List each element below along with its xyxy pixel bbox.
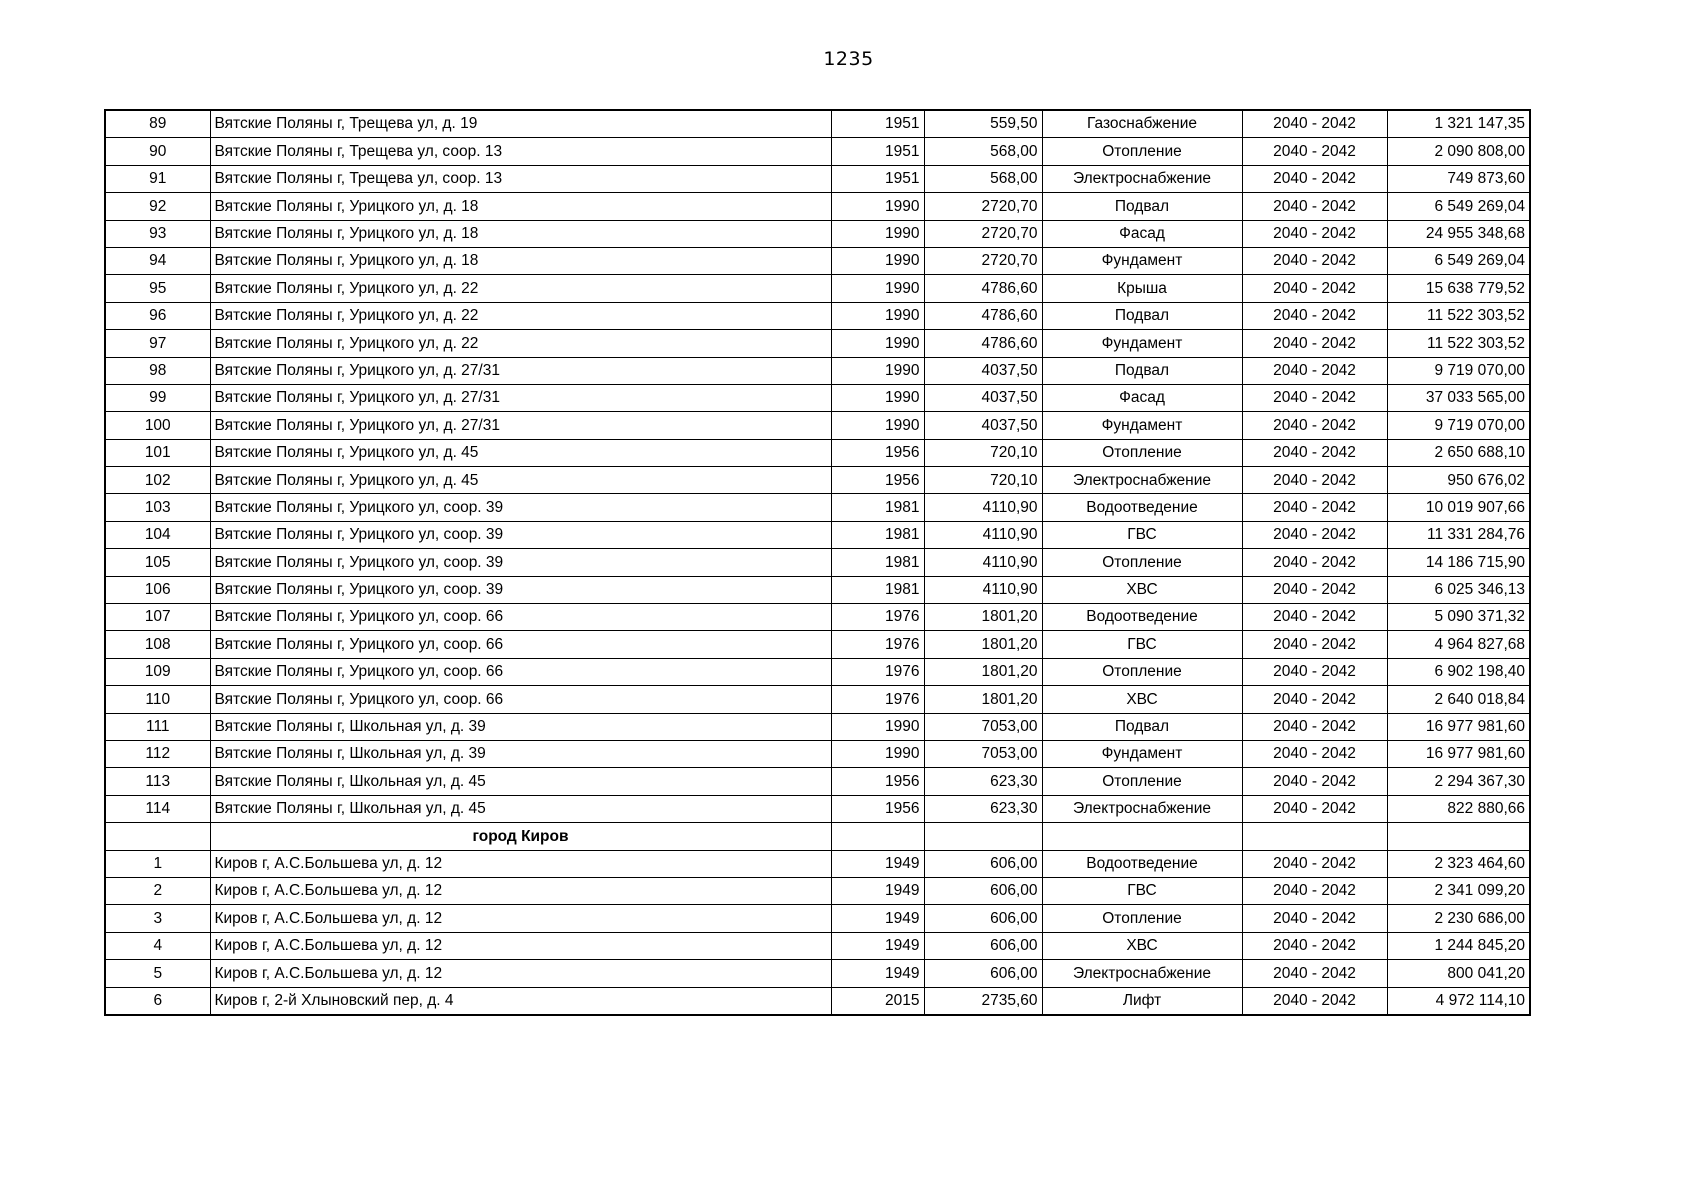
year-built-cell: 1949 <box>831 960 924 987</box>
row-number-cell: 90 <box>105 138 210 165</box>
work-type-cell: Электроснабжение <box>1042 467 1242 494</box>
cost-cell <box>1387 823 1530 850</box>
period-cell: 2040 - 2042 <box>1242 549 1387 576</box>
year-built-cell: 1981 <box>831 494 924 521</box>
table-row <box>105 713 1530 740</box>
row-number-cell: 99 <box>105 384 210 411</box>
address-cell: Вятские Поляны г, Урицкого ул, д. 27/31 <box>210 412 831 439</box>
address-cell: Вятские Поляны г, Урицкого ул, соор. 39 <box>210 521 831 548</box>
period-cell: 2040 - 2042 <box>1242 494 1387 521</box>
period-cell: 2040 - 2042 <box>1242 138 1387 165</box>
period-cell: 2040 - 2042 <box>1242 357 1387 384</box>
area-cell: 4037,50 <box>924 357 1042 384</box>
address-cell: Вятские Поляны г, Урицкого ул, д. 22 <box>210 302 831 329</box>
period-cell: 2040 - 2042 <box>1242 165 1387 192</box>
cost-cell: 2 650 688,10 <box>1387 439 1530 466</box>
address-cell: Вятские Поляны г, Трещева ул, соор. 13 <box>210 165 831 192</box>
area-cell: 2735,60 <box>924 987 1042 1015</box>
row-number-cell: 5 <box>105 960 210 987</box>
work-type-cell: ГВС <box>1042 877 1242 904</box>
row-number-cell: 106 <box>105 576 210 603</box>
period-cell: 2040 - 2042 <box>1242 850 1387 877</box>
work-type-cell: ХВС <box>1042 576 1242 603</box>
row-number-cell: 101 <box>105 439 210 466</box>
cost-cell: 10 019 907,66 <box>1387 494 1530 521</box>
year-built-cell: 1976 <box>831 686 924 713</box>
cost-cell: 2 341 099,20 <box>1387 877 1530 904</box>
address-cell: Вятские Поляны г, Урицкого ул, д. 27/31 <box>210 357 831 384</box>
cost-cell: 11 522 303,52 <box>1387 330 1530 357</box>
area-cell: 1801,20 <box>924 658 1042 685</box>
year-built-cell: 1951 <box>831 110 924 138</box>
table-row <box>105 357 1530 384</box>
row-number-cell: 102 <box>105 467 210 494</box>
area-cell: 568,00 <box>924 165 1042 192</box>
row-number-cell: 93 <box>105 220 210 247</box>
row-number-cell <box>105 823 210 850</box>
year-built-cell: 1976 <box>831 658 924 685</box>
address-cell: Вятские Поляны г, Урицкого ул, д. 18 <box>210 193 831 220</box>
period-cell: 2040 - 2042 <box>1242 384 1387 411</box>
section-header-row <box>105 823 1530 850</box>
period-cell: 2040 - 2042 <box>1242 795 1387 822</box>
work-type-cell: Фундамент <box>1042 412 1242 439</box>
work-type-cell: Отопление <box>1042 439 1242 466</box>
cost-cell: 6 549 269,04 <box>1387 247 1530 274</box>
cost-cell: 6 025 346,13 <box>1387 576 1530 603</box>
year-built-cell: 1949 <box>831 877 924 904</box>
table-row <box>105 302 1530 329</box>
work-type-cell: Фундамент <box>1042 330 1242 357</box>
cost-cell: 11 331 284,76 <box>1387 521 1530 548</box>
row-number-cell: 97 <box>105 330 210 357</box>
period-cell: 2040 - 2042 <box>1242 439 1387 466</box>
period-cell: 2040 - 2042 <box>1242 686 1387 713</box>
cost-cell: 15 638 779,52 <box>1387 275 1530 302</box>
period-cell: 2040 - 2042 <box>1242 877 1387 904</box>
cost-cell: 950 676,02 <box>1387 467 1530 494</box>
table-row <box>105 275 1530 302</box>
cost-cell: 2 640 018,84 <box>1387 686 1530 713</box>
work-type-cell: Газоснабжение <box>1042 110 1242 138</box>
address-cell: Вятские Поляны г, Трещева ул, соор. 13 <box>210 138 831 165</box>
year-built-cell: 1949 <box>831 905 924 932</box>
address-cell: Вятские Поляны г, Урицкого ул, д. 45 <box>210 467 831 494</box>
period-cell: 2040 - 2042 <box>1242 193 1387 220</box>
row-number-cell: 95 <box>105 275 210 302</box>
period-cell: 2040 - 2042 <box>1242 658 1387 685</box>
year-built-cell: 1990 <box>831 412 924 439</box>
address-cell: Киров г, А.С.Большева ул, д. 12 <box>210 850 831 877</box>
address-cell: Киров г, 2-й Хлыновский пер, д. 4 <box>210 987 831 1015</box>
year-built-cell: 1956 <box>831 795 924 822</box>
work-type-cell: Фасад <box>1042 384 1242 411</box>
row-number-cell: 109 <box>105 658 210 685</box>
period-cell: 2040 - 2042 <box>1242 220 1387 247</box>
work-type-cell: Водоотведение <box>1042 850 1242 877</box>
row-number-cell: 91 <box>105 165 210 192</box>
row-number-cell: 113 <box>105 768 210 795</box>
work-type-cell: Подвал <box>1042 357 1242 384</box>
row-number-cell: 96 <box>105 302 210 329</box>
year-built-cell: 1949 <box>831 932 924 959</box>
address-cell: Вятские Поляны г, Школьная ул, д. 45 <box>210 768 831 795</box>
year-built-cell: 1951 <box>831 138 924 165</box>
area-cell: 2720,70 <box>924 193 1042 220</box>
cost-cell: 822 880,66 <box>1387 795 1530 822</box>
address-cell: Киров г, А.С.Большева ул, д. 12 <box>210 905 831 932</box>
table-row <box>105 576 1530 603</box>
area-cell: 4110,90 <box>924 576 1042 603</box>
table-row <box>105 877 1530 904</box>
year-built-cell: 2015 <box>831 987 924 1015</box>
area-cell: 4110,90 <box>924 494 1042 521</box>
address-cell: Вятские Поляны г, Урицкого ул, соор. 66 <box>210 631 831 658</box>
year-built-cell: 1949 <box>831 850 924 877</box>
table-row <box>105 193 1530 220</box>
year-built-cell: 1990 <box>831 247 924 274</box>
row-number-cell: 111 <box>105 713 210 740</box>
row-number-cell: 94 <box>105 247 210 274</box>
area-cell: 4110,90 <box>924 521 1042 548</box>
section-title-cell: город Киров <box>210 823 831 850</box>
area-cell: 1801,20 <box>924 686 1042 713</box>
area-cell: 4786,60 <box>924 275 1042 302</box>
work-type-cell: Фасад <box>1042 220 1242 247</box>
period-cell: 2040 - 2042 <box>1242 247 1387 274</box>
table-row <box>105 658 1530 685</box>
address-cell: Вятские Поляны г, Урицкого ул, соор. 39 <box>210 576 831 603</box>
area-cell: 4110,90 <box>924 549 1042 576</box>
area-cell: 606,00 <box>924 850 1042 877</box>
area-cell: 606,00 <box>924 960 1042 987</box>
cost-cell: 2 294 367,30 <box>1387 768 1530 795</box>
area-cell: 606,00 <box>924 877 1042 904</box>
year-built-cell: 1990 <box>831 713 924 740</box>
period-cell: 2040 - 2042 <box>1242 604 1387 631</box>
row-number-cell: 112 <box>105 740 210 767</box>
year-built-cell: 1990 <box>831 193 924 220</box>
area-cell: 2720,70 <box>924 247 1042 274</box>
row-number-cell: 105 <box>105 549 210 576</box>
work-type-cell: Электроснабжение <box>1042 795 1242 822</box>
table-row <box>105 960 1530 987</box>
table-row <box>105 604 1530 631</box>
row-number-cell: 103 <box>105 494 210 521</box>
year-built-cell: 1990 <box>831 302 924 329</box>
repair-registry-table <box>104 109 1531 1016</box>
table-row <box>105 686 1530 713</box>
work-type-cell: Подвал <box>1042 193 1242 220</box>
period-cell: 2040 - 2042 <box>1242 768 1387 795</box>
address-cell: Вятские Поляны г, Урицкого ул, соор. 39 <box>210 494 831 521</box>
cost-cell: 2 230 686,00 <box>1387 905 1530 932</box>
cost-cell: 16 977 981,60 <box>1387 740 1530 767</box>
work-type-cell: Отопление <box>1042 768 1242 795</box>
period-cell: 2040 - 2042 <box>1242 521 1387 548</box>
address-cell: Киров г, А.С.Большева ул, д. 12 <box>210 877 831 904</box>
area-cell <box>924 823 1042 850</box>
table-row <box>105 768 1530 795</box>
year-built-cell <box>831 823 924 850</box>
address-cell: Вятские Поляны г, Трещева ул, д. 19 <box>210 110 831 138</box>
table-row <box>105 521 1530 548</box>
area-cell: 606,00 <box>924 932 1042 959</box>
period-cell <box>1242 823 1387 850</box>
cost-cell: 6 902 198,40 <box>1387 658 1530 685</box>
address-cell: Вятские Поляны г, Урицкого ул, д. 18 <box>210 247 831 274</box>
page-number: 1235 <box>823 48 874 70</box>
address-cell: Вятские Поляны г, Урицкого ул, соор. 66 <box>210 658 831 685</box>
work-type-cell: ХВС <box>1042 932 1242 959</box>
year-built-cell: 1990 <box>831 275 924 302</box>
row-number-cell: 3 <box>105 905 210 932</box>
period-cell: 2040 - 2042 <box>1242 576 1387 603</box>
work-type-cell: ГВС <box>1042 521 1242 548</box>
address-cell: Вятские Поляны г, Школьная ул, д. 39 <box>210 713 831 740</box>
work-type-cell: Электроснабжение <box>1042 960 1242 987</box>
work-type-cell: Отопление <box>1042 905 1242 932</box>
year-built-cell: 1990 <box>831 220 924 247</box>
cost-cell: 800 041,20 <box>1387 960 1530 987</box>
area-cell: 1801,20 <box>924 604 1042 631</box>
table-row <box>105 987 1530 1015</box>
table-row <box>105 439 1530 466</box>
address-cell: Вятские Поляны г, Школьная ул, д. 39 <box>210 740 831 767</box>
table-row <box>105 549 1530 576</box>
area-cell: 4786,60 <box>924 302 1042 329</box>
address-cell: Вятские Поляны г, Урицкого ул, д. 22 <box>210 275 831 302</box>
work-type-cell: Отопление <box>1042 549 1242 576</box>
period-cell: 2040 - 2042 <box>1242 302 1387 329</box>
table-row <box>105 165 1530 192</box>
period-cell: 2040 - 2042 <box>1242 932 1387 959</box>
table-row <box>105 905 1530 932</box>
address-cell: Вятские Поляны г, Урицкого ул, соор. 66 <box>210 604 831 631</box>
table-row <box>105 110 1530 138</box>
work-type-cell: Водоотведение <box>1042 494 1242 521</box>
table-row <box>105 850 1530 877</box>
area-cell: 720,10 <box>924 467 1042 494</box>
cost-cell: 16 977 981,60 <box>1387 713 1530 740</box>
work-type-cell: Отопление <box>1042 658 1242 685</box>
table-row <box>105 330 1530 357</box>
table-row <box>105 138 1530 165</box>
year-built-cell: 1981 <box>831 521 924 548</box>
work-type-cell: ГВС <box>1042 631 1242 658</box>
table-row <box>105 384 1530 411</box>
table-row <box>105 220 1530 247</box>
cost-cell: 5 090 371,32 <box>1387 604 1530 631</box>
row-number-cell: 100 <box>105 412 210 439</box>
row-number-cell: 89 <box>105 110 210 138</box>
table-row <box>105 247 1530 274</box>
period-cell: 2040 - 2042 <box>1242 412 1387 439</box>
work-type-cell <box>1042 823 1242 850</box>
period-cell: 2040 - 2042 <box>1242 740 1387 767</box>
work-type-cell: ХВС <box>1042 686 1242 713</box>
period-cell: 2040 - 2042 <box>1242 467 1387 494</box>
cost-cell: 11 522 303,52 <box>1387 302 1530 329</box>
period-cell: 2040 - 2042 <box>1242 275 1387 302</box>
cost-cell: 6 549 269,04 <box>1387 193 1530 220</box>
address-cell: Киров г, А.С.Большева ул, д. 12 <box>210 932 831 959</box>
area-cell: 4786,60 <box>924 330 1042 357</box>
period-cell: 2040 - 2042 <box>1242 631 1387 658</box>
cost-cell: 1 244 845,20 <box>1387 932 1530 959</box>
cost-cell: 2 090 808,00 <box>1387 138 1530 165</box>
area-cell: 1801,20 <box>924 631 1042 658</box>
area-cell: 4037,50 <box>924 412 1042 439</box>
year-built-cell: 1956 <box>831 467 924 494</box>
table-row <box>105 467 1530 494</box>
area-cell: 720,10 <box>924 439 1042 466</box>
address-cell: Вятские Поляны г, Урицкого ул, соор. 66 <box>210 686 831 713</box>
year-built-cell: 1956 <box>831 439 924 466</box>
table-row <box>105 795 1530 822</box>
work-type-cell: Отопление <box>1042 138 1242 165</box>
area-cell: 7053,00 <box>924 713 1042 740</box>
period-cell: 2040 - 2042 <box>1242 987 1387 1015</box>
area-cell: 623,30 <box>924 795 1042 822</box>
cost-cell: 9 719 070,00 <box>1387 412 1530 439</box>
area-cell: 559,50 <box>924 110 1042 138</box>
area-cell: 2720,70 <box>924 220 1042 247</box>
row-number-cell: 104 <box>105 521 210 548</box>
area-cell: 606,00 <box>924 905 1042 932</box>
table-row <box>105 631 1530 658</box>
area-cell: 623,30 <box>924 768 1042 795</box>
area-cell: 7053,00 <box>924 740 1042 767</box>
row-number-cell: 6 <box>105 987 210 1015</box>
area-cell: 4037,50 <box>924 384 1042 411</box>
year-built-cell: 1990 <box>831 357 924 384</box>
address-cell: Вятские Поляны г, Урицкого ул, д. 18 <box>210 220 831 247</box>
year-built-cell: 1976 <box>831 631 924 658</box>
year-built-cell: 1981 <box>831 576 924 603</box>
table-row <box>105 412 1530 439</box>
year-built-cell: 1990 <box>831 740 924 767</box>
row-number-cell: 108 <box>105 631 210 658</box>
table-row <box>105 740 1530 767</box>
year-built-cell: 1990 <box>831 384 924 411</box>
period-cell: 2040 - 2042 <box>1242 330 1387 357</box>
cost-cell: 37 033 565,00 <box>1387 384 1530 411</box>
year-built-cell: 1951 <box>831 165 924 192</box>
cost-cell: 4 964 827,68 <box>1387 631 1530 658</box>
work-type-cell: Водоотведение <box>1042 604 1242 631</box>
period-cell: 2040 - 2042 <box>1242 905 1387 932</box>
period-cell: 2040 - 2042 <box>1242 960 1387 987</box>
table-body <box>105 110 1530 1015</box>
cost-cell: 9 719 070,00 <box>1387 357 1530 384</box>
work-type-cell: Лифт <box>1042 987 1242 1015</box>
work-type-cell: Крыша <box>1042 275 1242 302</box>
year-built-cell: 1990 <box>831 330 924 357</box>
work-type-cell: Подвал <box>1042 302 1242 329</box>
period-cell: 2040 - 2042 <box>1242 713 1387 740</box>
address-cell: Вятские Поляны г, Урицкого ул, д. 45 <box>210 439 831 466</box>
period-cell: 2040 - 2042 <box>1242 110 1387 138</box>
row-number-cell: 114 <box>105 795 210 822</box>
cost-cell: 4 972 114,10 <box>1387 987 1530 1015</box>
cost-cell: 2 323 464,60 <box>1387 850 1530 877</box>
row-number-cell: 110 <box>105 686 210 713</box>
work-type-cell: Фундамент <box>1042 247 1242 274</box>
row-number-cell: 2 <box>105 877 210 904</box>
work-type-cell: Электроснабжение <box>1042 165 1242 192</box>
address-cell: Вятские Поляны г, Урицкого ул, д. 27/31 <box>210 384 831 411</box>
address-cell: Вятские Поляны г, Школьная ул, д. 45 <box>210 795 831 822</box>
year-built-cell: 1976 <box>831 604 924 631</box>
address-cell: Вятские Поляны г, Урицкого ул, д. 22 <box>210 330 831 357</box>
year-built-cell: 1956 <box>831 768 924 795</box>
row-number-cell: 1 <box>105 850 210 877</box>
table-row <box>105 494 1530 521</box>
address-cell: Киров г, А.С.Большева ул, д. 12 <box>210 960 831 987</box>
table-row <box>105 932 1530 959</box>
row-number-cell: 107 <box>105 604 210 631</box>
year-built-cell: 1981 <box>831 549 924 576</box>
cost-cell: 14 186 715,90 <box>1387 549 1530 576</box>
row-number-cell: 98 <box>105 357 210 384</box>
row-number-cell: 92 <box>105 193 210 220</box>
address-cell: Вятские Поляны г, Урицкого ул, соор. 39 <box>210 549 831 576</box>
cost-cell: 1 321 147,35 <box>1387 110 1530 138</box>
cost-cell: 749 873,60 <box>1387 165 1530 192</box>
work-type-cell: Подвал <box>1042 713 1242 740</box>
row-number-cell: 4 <box>105 932 210 959</box>
area-cell: 568,00 <box>924 138 1042 165</box>
work-type-cell: Фундамент <box>1042 740 1242 767</box>
cost-cell: 24 955 348,68 <box>1387 220 1530 247</box>
